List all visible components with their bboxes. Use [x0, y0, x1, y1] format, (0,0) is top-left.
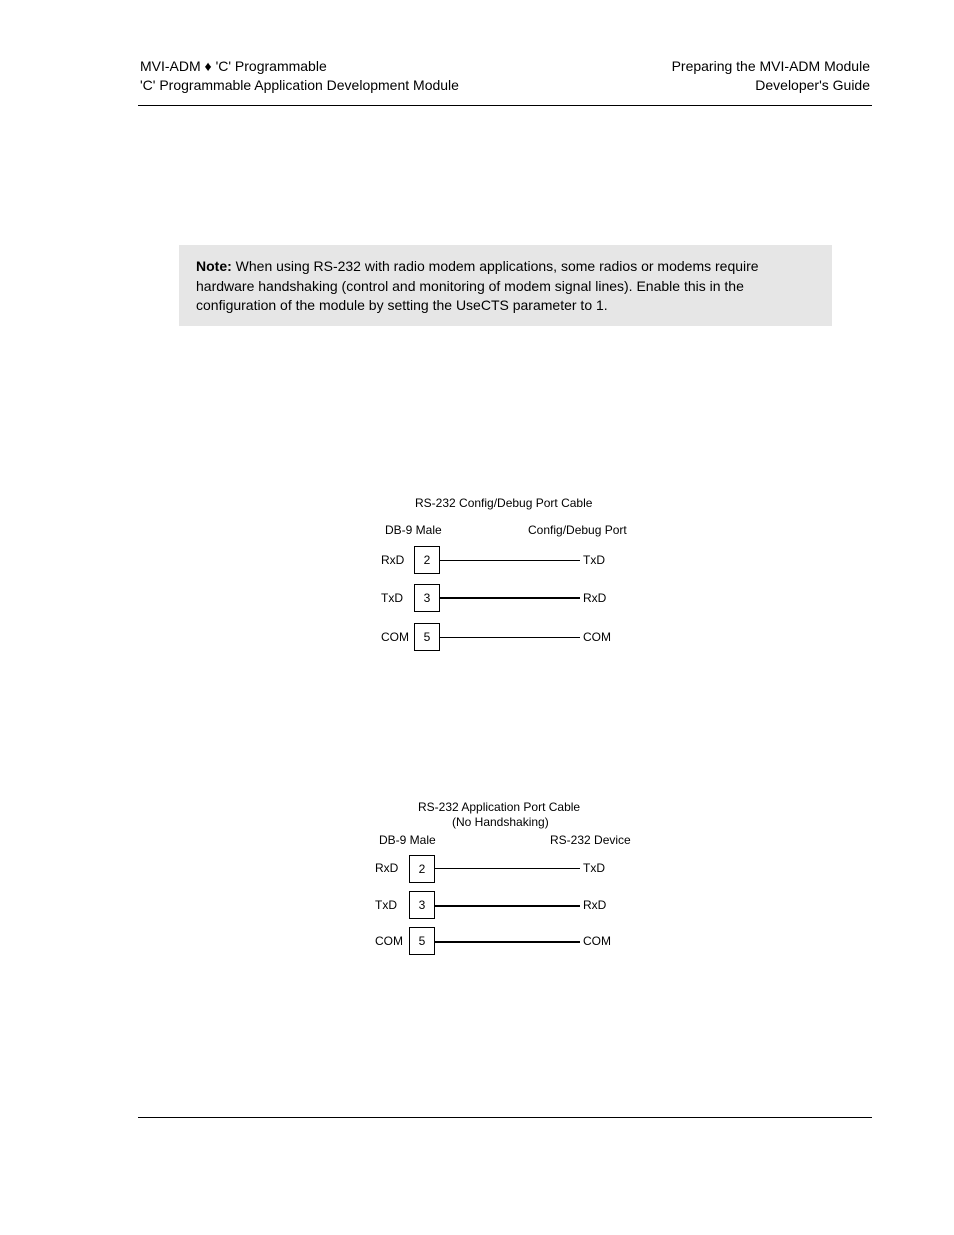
right-signal-label: RxD [583, 591, 607, 605]
right-signal-label: TxD [583, 861, 605, 875]
pin-box: 5 [414, 623, 440, 651]
document-series-title: MVI-ADM ♦ 'C' Programmable [140, 58, 327, 74]
wire-line [440, 597, 580, 599]
wire-line [440, 637, 580, 638]
note-text: When using RS-232 with radio modem applications, some radios or modems require hardware handshaking (control and monitoring of modem signal lines). Enable this in the configuration of the module by setting the UseCTS parameter to 1. [196, 258, 759, 313]
document-product-title: 'C' Programmable Application Development Module [140, 77, 459, 93]
left-signal-label: COM [381, 630, 409, 644]
db9-male-header: DB-9 Male [385, 523, 442, 537]
port-header: Config/Debug Port [528, 523, 627, 537]
left-signal-label: RxD [381, 553, 405, 567]
diagram-title: RS-232 Application Port Cable [418, 800, 581, 814]
right-signal-label: COM [583, 934, 611, 948]
left-signal-label: TxD [381, 591, 403, 605]
db9-male-header: DB-9 Male [379, 833, 436, 847]
pin-box: 2 [414, 546, 440, 574]
left-signal-label: TxD [375, 898, 397, 912]
note-box [179, 245, 832, 326]
left-signal-label: RxD [375, 861, 399, 875]
right-signal-label: TxD [583, 553, 605, 567]
pin-box: 3 [414, 584, 440, 612]
wire-line [440, 560, 580, 561]
section-title: Preparing the MVI-ADM Module [671, 58, 870, 74]
footer-rule [138, 1117, 872, 1118]
wire-line [435, 868, 580, 869]
diagram-subtitle: (No Handshaking) [452, 815, 549, 829]
header-rule [138, 105, 872, 106]
header-right [672, 57, 870, 95]
pin-box: 5 [409, 927, 435, 955]
wire-line [435, 941, 580, 943]
pin-box: 3 [409, 891, 435, 919]
device-header: RS-232 Device [550, 833, 631, 847]
wire-line [435, 905, 580, 907]
left-signal-label: COM [375, 934, 403, 948]
right-signal-label: COM [583, 630, 611, 644]
header-left [140, 57, 459, 95]
right-signal-label: RxD [583, 898, 607, 912]
guide-title: Developer's Guide [755, 77, 870, 93]
pin-box: 2 [409, 855, 435, 883]
note-label: Note: [196, 258, 232, 274]
diagram-title: RS-232 Config/Debug Port Cable [415, 496, 593, 510]
